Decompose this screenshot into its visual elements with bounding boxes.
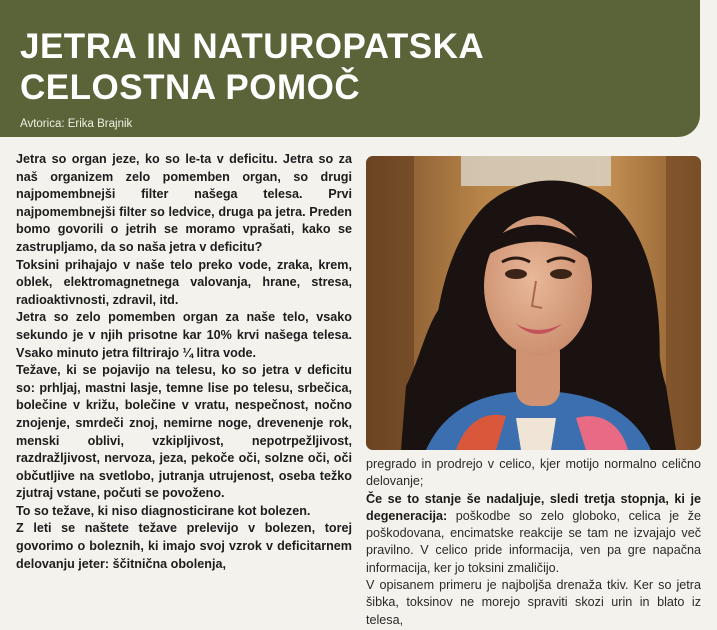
article-header — [0, 0, 700, 137]
title-line-1: JETRA IN NATUROPATSKA — [20, 27, 485, 66]
author-portrait-photo — [366, 156, 701, 450]
article-left-column — [16, 151, 352, 630]
author-byline: Avtorica: Erika Brajnik — [20, 118, 133, 130]
paragraph-right-continuation: pregrado in prodrejo v celico, kjer motijo normalno celično delovanje; — [366, 457, 701, 489]
portrait-photo-icon — [366, 156, 701, 450]
paragraph-intro: Jetra so organ jeze, ko so le-ta v deficitu. Jetra so za naš organizem zelo pomemben organ, so drugi najpomembnejši filter našega telesa. Prvi najpomembnejši filter so ledvice, druga pa jetra. Preden bomo govorili o jetrih se moramo vprašati, kako se zastrupljamo, da so naša jetra v deficitu? — [16, 152, 352, 254]
article-right-column — [366, 456, 701, 630]
paragraph-diseases: Z leti se naštete težave prelevijo v bolezen, torej govorimo o boleznih, ki imajo svoj vzrok v deficitarnem delovanju jeter: ščitnična obolenja, — [16, 521, 352, 571]
paragraph-symptoms: Težave, ki se pojavijo na telesu, ko so jetra v deficitu so: prhljaj, mastni lasje, temne lise po telesu, srbečica, bolečine v križu, bolečine v vratu, nespečnost, nočno znojenje, smrdeči znoj, nemirne noge, drevenenje rok, menski oblivi, vzkipljivost, nepotrpežljivost, razdražljivost, nervoza, jeza, pekoče oči, solzne oči, oči občutljive na svetlobo, jutranja utrujenost, oseba težko zjutraj vstane, počuti se povoženo. — [16, 363, 352, 501]
title-line-2: CELOSTNA POMOČ — [20, 68, 361, 107]
paragraph-toxins: Toksini prihajajo v naše telo preko vode, zraka, krem, oblek, elektromagnetnega valovanja, hrane, stresa, radioaktivnosti, zdravil, itd. — [16, 257, 352, 307]
third-stage-text: poškodbe so zelo globoko, celica je že poškodovana, encimatske reakcije se tam ne izvajajo več pravilno. V celico pride informacija, ven pa gre napačna informacija, ker jo toksini zmaličijo. — [366, 508, 701, 575]
third-stage-lead: Če se to stanje še nadaljuje, sledi tretja stopnja, ki je degeneracija: — [366, 491, 701, 523]
paragraph-third-stage — [366, 491, 701, 577]
paragraph-liver-importance: Jetra so zelo pomemben organ za naše telo, vsako sekundo je v njih prisotne kar 10% krvi našega telesa. Vsako minuto jetra filtrirajo ¼ litra vode. — [16, 310, 352, 360]
article-title — [20, 26, 484, 108]
paragraph-drainage: V opisanem primeru je najboljša drenaža tkiv. Ker so jetra šibka, toksinov ne morejo spraviti skozi urin in blato iz telesa, — [366, 578, 701, 627]
paragraph-not-diagnosed: To so težave, ki niso diagnosticirane kot bolezen. — [16, 503, 311, 518]
